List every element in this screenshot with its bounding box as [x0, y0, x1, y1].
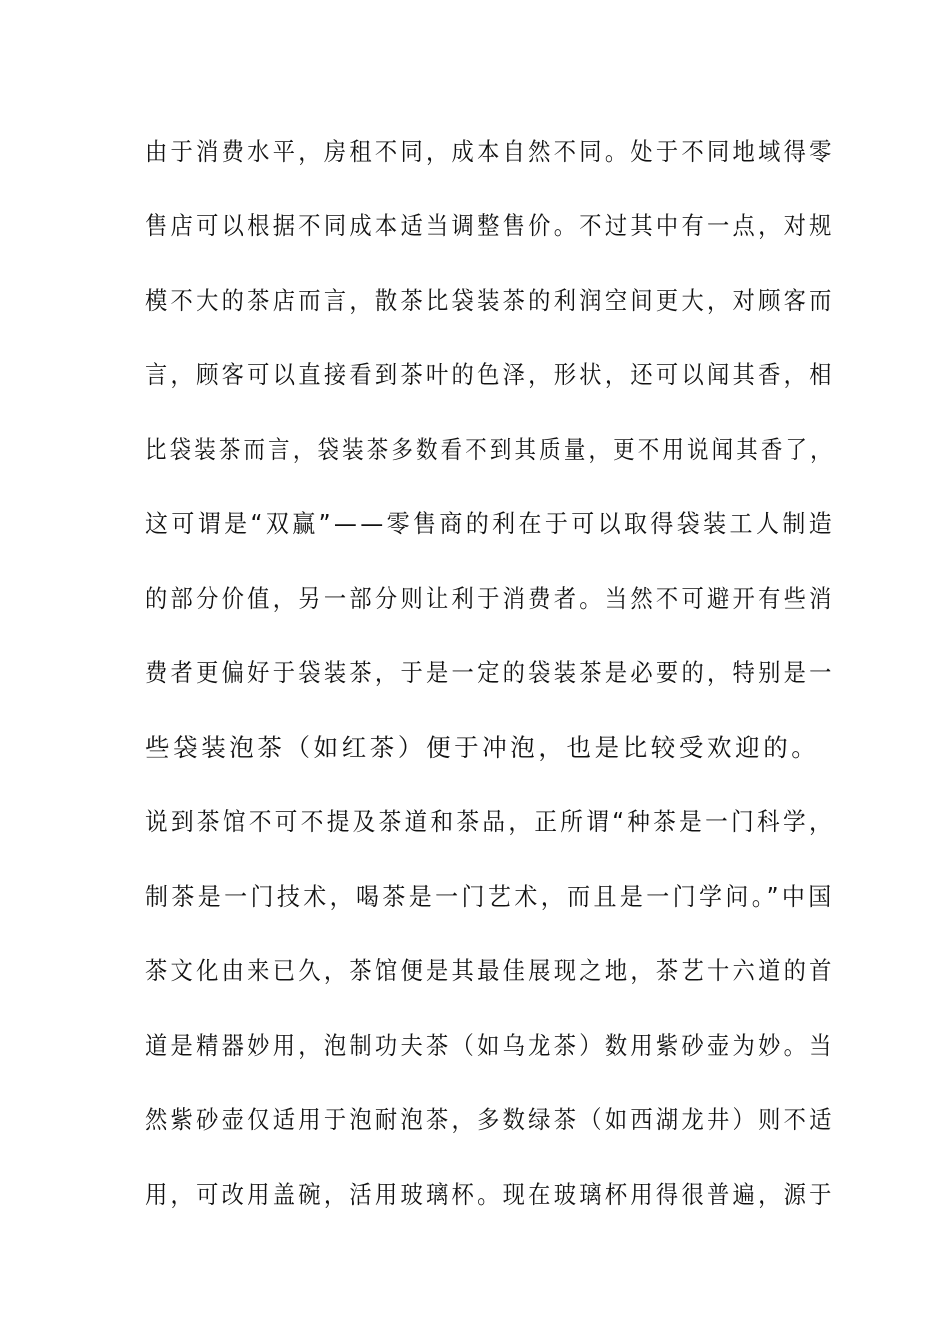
- text-line: 制茶是一门技术，喝茶是一门艺术，而且是一门学问。”中国: [145, 882, 835, 911]
- text-line: 这可谓是“双赢”——零售商的利在于可以取得袋装工人制造: [145, 509, 836, 538]
- text-line: 然紫砂壶仅适用于泡耐泡茶，多数绿茶（如西湖龙井）则不适: [145, 1105, 835, 1134]
- text-line: 比袋装茶而言，袋装茶多数看不到其质量，更不用说闻其香了，: [145, 435, 835, 464]
- text-line: 模不大的茶店而言，散茶比袋装茶的利润空间更大，对顾客而: [145, 286, 835, 315]
- text-line: 言，顾客可以直接看到茶叶的色泽，形状，还可以闻其香，相: [145, 360, 835, 389]
- text-line: 用，可改用盖碗，活用玻璃杯。现在玻璃杯用得很普遍，源于: [145, 1180, 835, 1209]
- text-line: 的部分价值，另一部分则让利于消费者。当然不可避开有些消: [145, 584, 835, 613]
- text-line: 说到茶馆不可不提及茶道和茶品，正所谓“种茶是一门科学，: [145, 807, 835, 836]
- text-line: 售店可以根据不同成本适当调整售价。不过其中有一点，对规: [145, 211, 835, 240]
- text-line: 茶文化由来已久，茶馆便是其最佳展现之地，茶艺十六道的首: [145, 956, 835, 985]
- text-line: 道是精器妙用，泡制功夫茶（如乌龙茶）数用紫砂壶为妙。当: [145, 1031, 835, 1060]
- text-line: 由于消费水平，房租不同，成本自然不同。处于不同地域得零: [145, 137, 835, 166]
- text-line: 些袋装泡茶（如红茶）便于冲泡，也是比较受欢迎的。: [145, 733, 820, 762]
- text-line: 费者更偏好于袋装茶，于是一定的袋装茶是必要的，特别是一: [145, 658, 835, 687]
